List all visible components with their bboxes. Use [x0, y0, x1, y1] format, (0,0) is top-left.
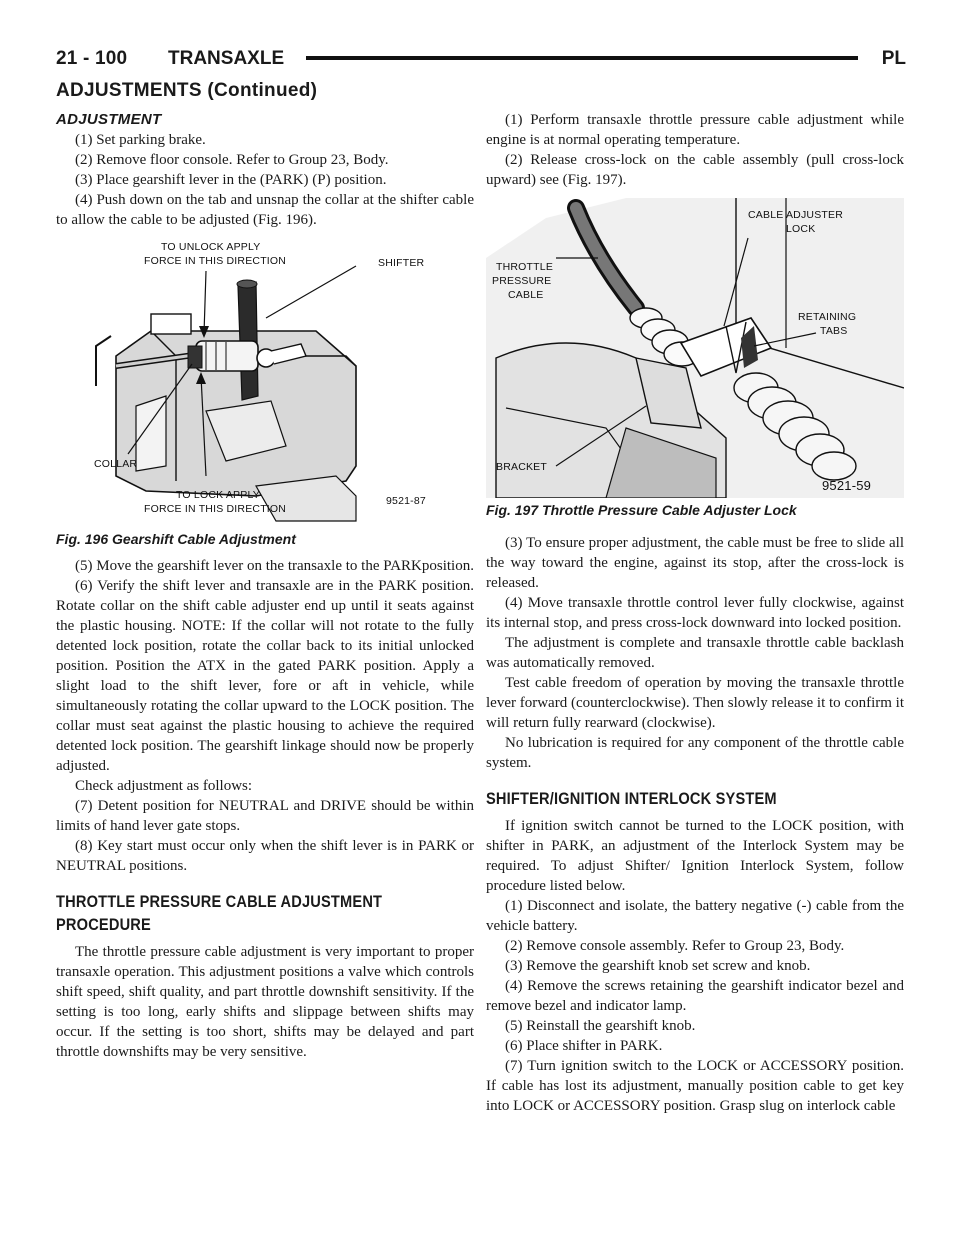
step-paragraph: (4) Push down on the tab and unsnap the collar at the shifter cable to allow the cable to be adjusted (Fig. 196).: [56, 192, 474, 228]
step-paragraph: (1) Set parking brake.: [75, 132, 206, 148]
interlock-intro: If ignition switch cannot be turned to the LOCK position, with shifter in PARK, an adjustment of the Interlock System may be required. To adjust Shifter/ Ignition Interlock System, follow procedure listed below.: [486, 818, 904, 894]
step-paragraph: The adjustment is complete and transaxle throttle cable backlash was automatically removed.: [486, 635, 904, 671]
step-paragraph: (8) Key start must occur only when the shift lever is in PARK or NEUTRAL positions.: [56, 838, 474, 874]
fig196-label-shifter: SHIFTER: [378, 257, 425, 269]
step-paragraph: (6) Place shifter in PARK.: [505, 1038, 663, 1054]
header-rule: [306, 56, 858, 60]
throttle-cable-illustration: [486, 198, 904, 498]
fig197-label-throttle-2: PRESSURE: [492, 275, 552, 287]
step-paragraph: (5) Move the gearshift lever on the transaxle to the PARKposition.: [75, 558, 474, 574]
figure-197-caption: Fig. 197 Throttle Pressure Cable Adjuster Lock: [486, 502, 797, 518]
step-paragraph: (5) Reinstall the gearshift knob.: [505, 1018, 696, 1034]
gearshift-cable-illustration: [56, 236, 474, 526]
step-paragraph: No lubrication is required for any component of the throttle cable system.: [486, 735, 904, 771]
step-paragraph: (3) To ensure proper adjustment, the cable must be free to slide all the way toward the engine, against its stop, after the cross-lock is released.: [486, 535, 904, 591]
fig196-label-unlock-1: TO UNLOCK APPLY: [161, 241, 261, 253]
step-paragraph: (2) Release cross-lock on the cable assembly (pull cross-lock upward) see (Fig. 197).: [486, 152, 904, 188]
step-paragraph: (7) Detent position for NEUTRAL and DRIVE should be within limits of hand lever gate stops.: [56, 798, 474, 834]
fig196-label-lock-2: FORCE IN THIS DIRECTION: [144, 503, 287, 515]
left-column: [56, 110, 474, 1062]
step-paragraph: (4) Remove the screws retaining the gearshift indicator bezel and remove bezel and indicator lamp.: [486, 978, 904, 1014]
section-title: TRANSAXLE: [168, 48, 285, 69]
adjustment-heading: ADJUSTMENT: [56, 111, 162, 128]
figure-196-caption: Fig. 196 Gearshift Cable Adjustment: [56, 531, 296, 547]
step-paragraph: (4) Move transaxle throttle control lever fully clockwise, against its internal stop, and press cross-lock downward into locked position.: [486, 595, 904, 631]
fig197-label-adjuster-1: CABLE ADJUSTER: [748, 209, 843, 221]
step-paragraph: Test cable freedom of operation by moving the transaxle throttle lever forward (counterclockwise). Then slowly release it to confirm it will return fully rearward (clockwise).: [486, 675, 904, 731]
fig197-label-adjuster-2: LOCK: [786, 223, 816, 235]
figure-196: [56, 236, 474, 548]
step-paragraph: (3) Place gearshift lever in the (PARK) (P) position.: [75, 172, 387, 188]
page-number: 21 - 100: [56, 48, 128, 69]
continued-title: ADJUSTMENTS (Continued): [56, 80, 318, 101]
figure-197: [486, 198, 904, 519]
fig196-label-lock-1: TO LOCK APPLY: [176, 489, 260, 501]
right-column: [486, 110, 904, 1116]
fig197-label-throttle-1: THROTTLE: [496, 261, 554, 273]
step-paragraph: (3) Remove the gearshift knob set screw and knob.: [505, 958, 811, 974]
interlock-heading: SHIFTER/IGNITION INTERLOCK SYSTEM: [486, 789, 777, 808]
step-paragraph: (1) Perform transaxle throttle pressure cable adjustment while engine is at normal operating temperature.: [486, 112, 904, 148]
fig197-label-bracket: BRACKET: [496, 461, 547, 473]
model-code: PL: [881, 48, 906, 69]
step-paragraph: Check adjustment as follows:: [75, 778, 253, 794]
step-paragraph: (2) Remove console assembly. Refer to Group 23, Body.: [505, 938, 845, 954]
fig197-label-throttle-3: CABLE: [508, 289, 544, 301]
fig197-label-code: 9521-59: [822, 478, 872, 493]
fig196-label-code: 9521-87: [386, 495, 426, 507]
page-header: [56, 42, 906, 76]
step-paragraph: (6) Verify the shift lever and transaxle are in the PARK position. Rotate collar on the shift cable adjuster end up until it seats against the plastic housing. NOTE: If the collar will not rotate to the fully detented lock position, rotate the collar back to its initial unlocked position. Position the ATX in the gated PARK position. Apply a slight load to the shift lever, fore or aft in vehicle, while simultaneously rotating the collar upward to the LOCK position. The collar must seat against the plastic housing to achieve the required detented lock position. The gearshift linkage should now be properly adjusted.: [56, 578, 474, 774]
fig197-label-tabs-1: RETAINING: [798, 311, 857, 323]
fig197-label-tabs-2: TABS: [820, 325, 848, 337]
throttle-pressure-heading: THROTTLE PRESSURE CABLE ADJUSTMENT PROCEDURE: [56, 892, 383, 934]
fig196-label-unlock-2: FORCE IN THIS DIRECTION: [144, 255, 287, 267]
step-paragraph: (7) Turn ignition switch to the LOCK or ACCESSORY position. If cable has lost its adjustment, manually position cable to get key into LOCK or ACCESSORY position. Grasp slug on interlock cable: [486, 1058, 904, 1114]
throttle-pressure-body: The throttle pressure cable adjustment is very important to proper transaxle operation. This adjustment positions a valve which controls shift speed, shift quality, and part throttle downshift sensitivity. If the setting is too long, early shifts and slippage between shifts may occur. If the setting is too short, shifts may be delayed and part throttle downshifts may be very sensitive.: [56, 944, 474, 1060]
step-paragraph: (1) Disconnect and isolate, the battery negative (-) cable from the vehicle battery.: [486, 898, 904, 934]
step-paragraph: (2) Remove floor console. Refer to Group 23, Body.: [75, 152, 389, 168]
fig196-label-collar: COLLAR: [94, 458, 138, 470]
